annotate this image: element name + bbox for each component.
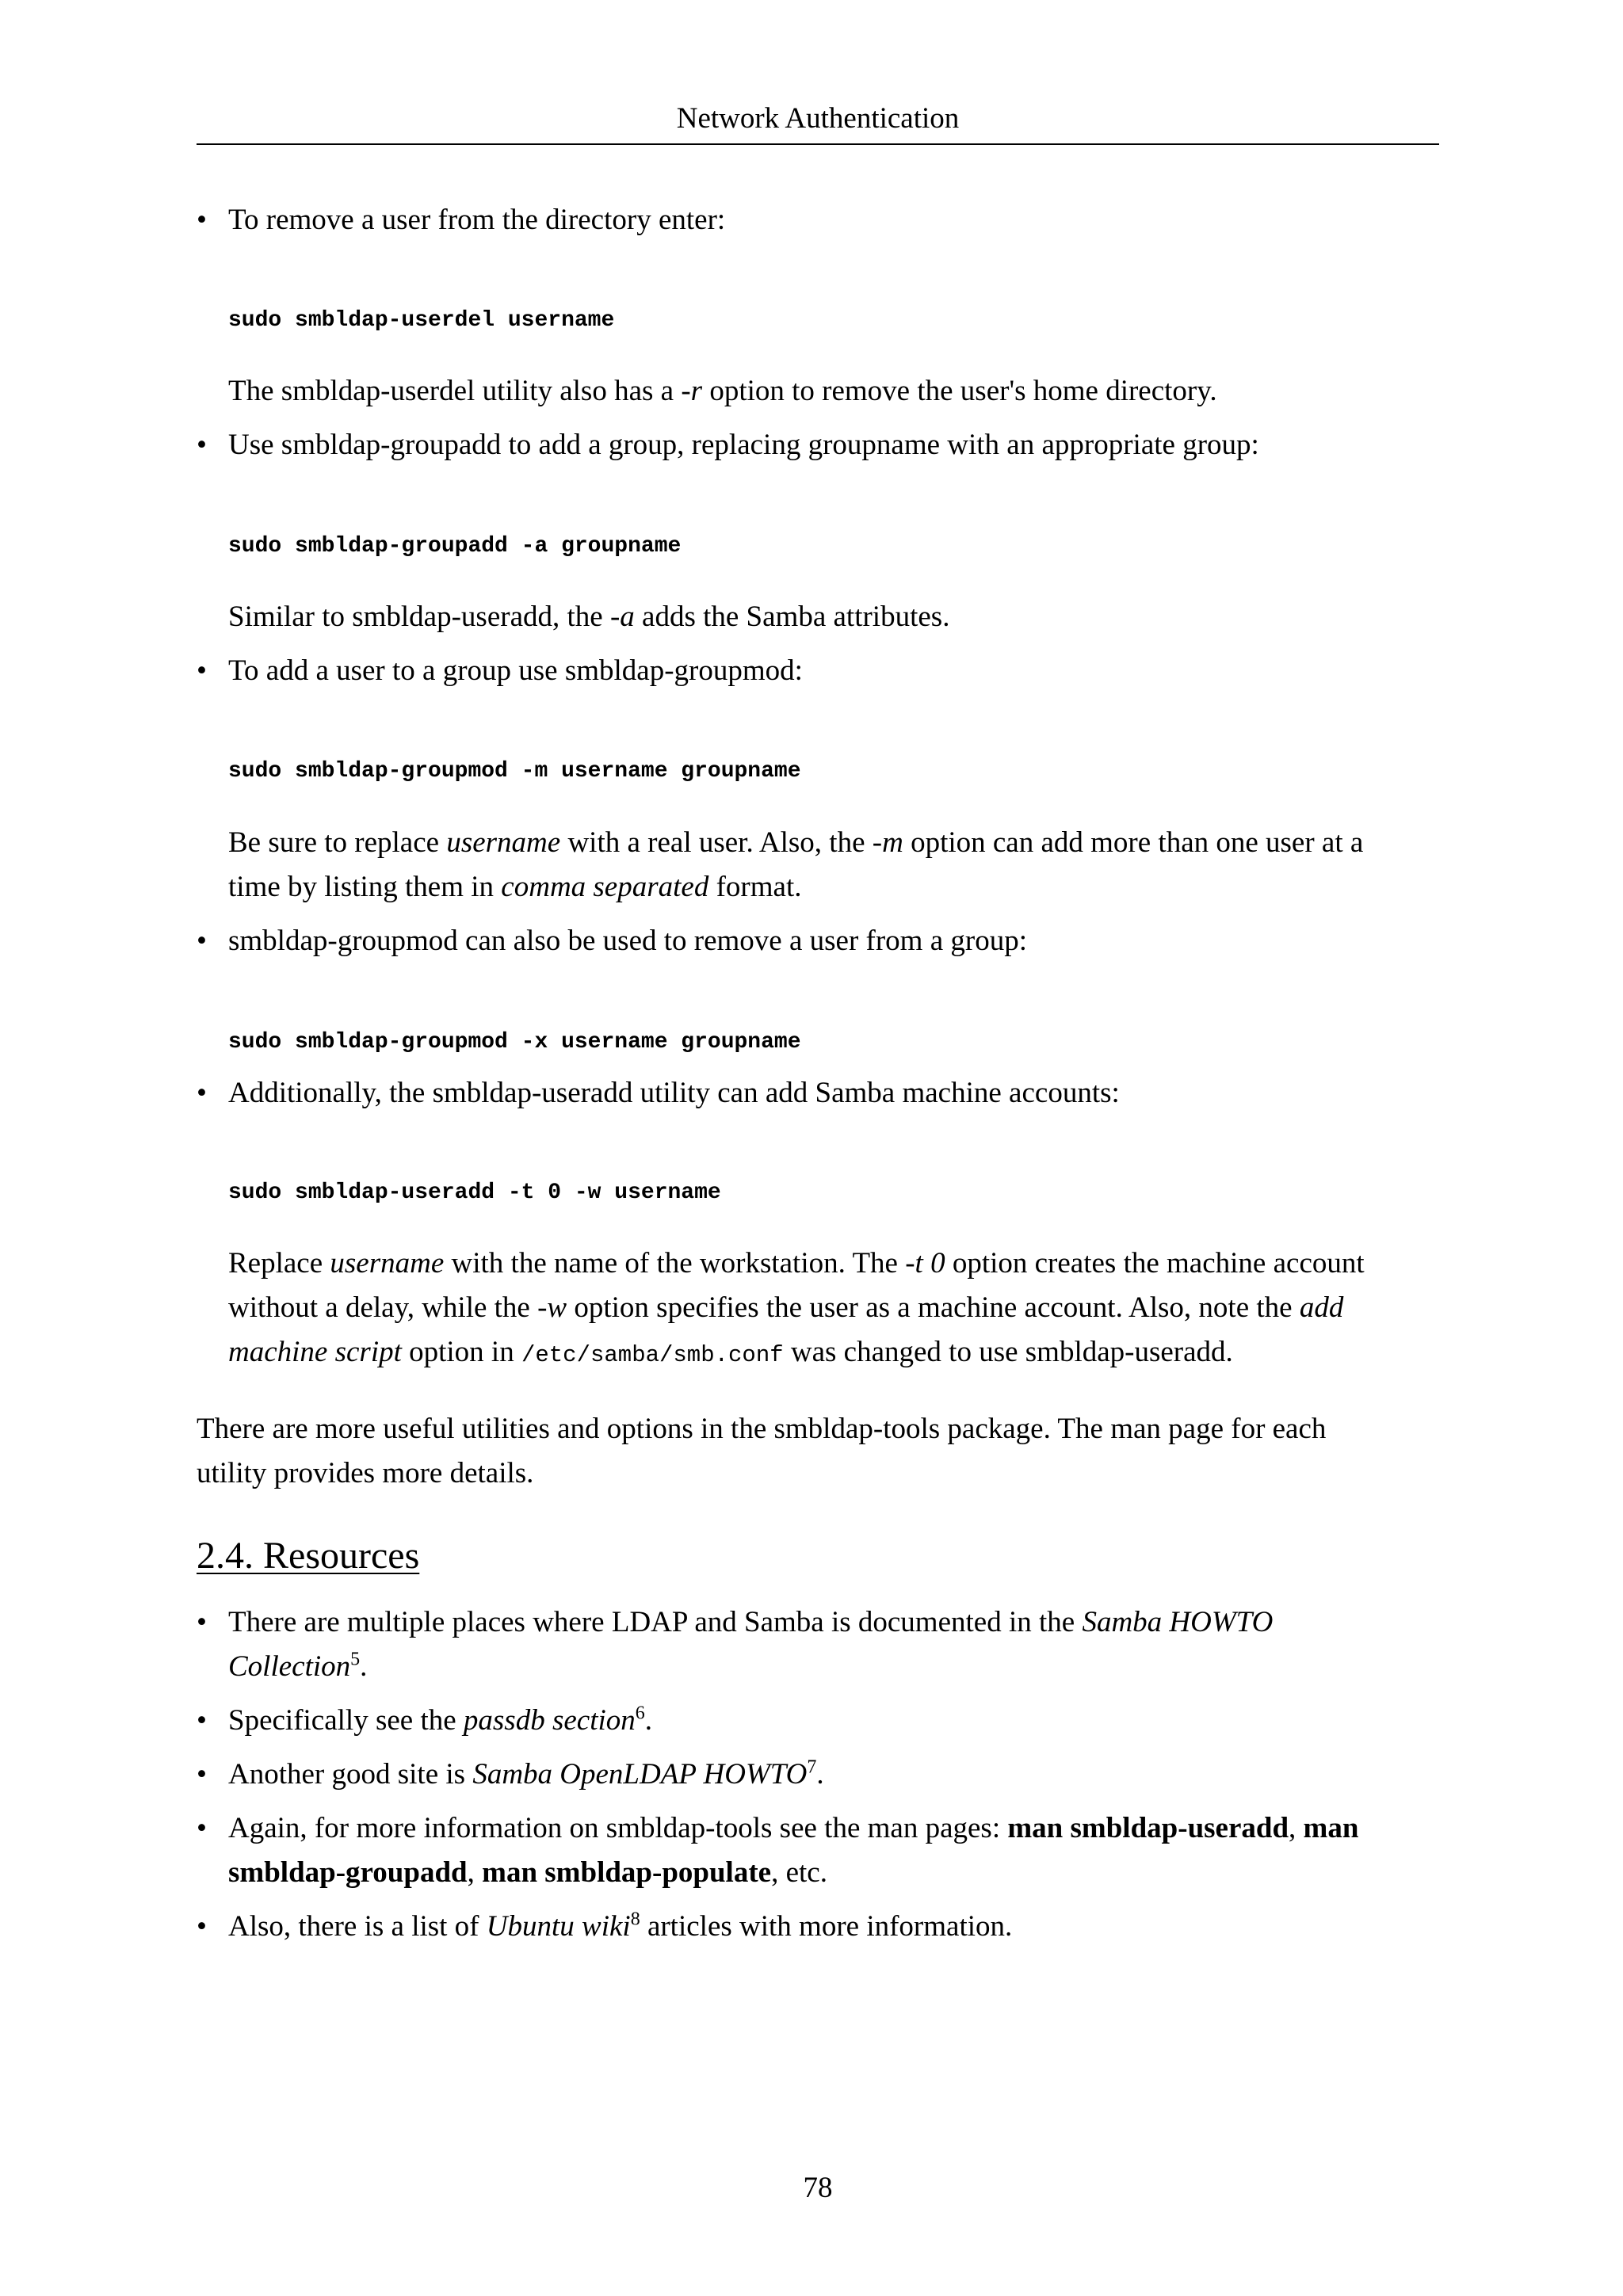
code-line: sudo smbldap-groupmod -m username groupname — [228, 759, 801, 784]
paragraph-line: There are more useful utilities and options in the smbldap-tools package. The man page for each — [197, 1413, 1327, 1445]
paragraph: The smbldap-userdel utility also has a -r option to remove the user's home directory. — [228, 375, 1217, 407]
code-line: sudo smbldap-groupmod -x username groupname — [228, 1030, 801, 1055]
bullet-marker: • — [197, 1758, 207, 1791]
footnote-ref[interactable]: 7 — [807, 1756, 817, 1778]
list-item: smbldap-groupmod can also be used to remove a user from a group: — [228, 925, 1027, 957]
link-samba-openldap-howto[interactable]: Samba OpenLDAP HOWTO — [472, 1758, 808, 1791]
bullet-marker: • — [197, 1812, 207, 1844]
bullet-marker: • — [197, 1606, 207, 1638]
list-item: To remove a user from the directory enter: — [228, 204, 726, 236]
resource-item-line: There are multiple places where LDAP and Samba is documented in the Samba HOWTO — [228, 1606, 1274, 1638]
code-line: sudo smbldap-groupadd -a groupname — [228, 534, 682, 559]
bullet-marker: • — [197, 1704, 207, 1737]
list-item: Additionally, the smbldap-useradd utility can add Samba machine accounts: — [228, 1077, 1120, 1109]
paragraph-line: Be sure to replace username with a real user. Also, the -m option can add more than one user at a — [228, 826, 1364, 859]
link-passdb-section[interactable]: passdb section — [463, 1704, 636, 1737]
link-collection[interactable]: Collection — [228, 1650, 351, 1683]
link-samba-howto[interactable]: Samba HOWTO — [1082, 1606, 1274, 1638]
paragraph-line: without a delay, while the -w option specifies the user as a machine account. Also, note the add — [228, 1291, 1344, 1324]
resource-item-line: Again, for more information on smbldap-tools see the man pages: man smbldap-useradd, man — [228, 1812, 1359, 1844]
bullet-marker: • — [197, 925, 207, 957]
resource-item-line: smbldap-groupadd, man smbldap-populate, etc. — [228, 1856, 827, 1889]
code-line: sudo smbldap-useradd -t 0 -w username — [228, 1180, 721, 1205]
running-header: Network Authentication — [676, 102, 960, 135]
paragraph-line: utility provides more details. — [197, 1457, 534, 1489]
file-path: /etc/samba/smb.conf — [521, 1342, 784, 1368]
footnote-ref[interactable]: 8 — [630, 1909, 640, 1930]
paragraph-line: Replace username with the name of the workstation. The -t 0 option creates the machine account — [228, 1247, 1365, 1280]
footnote-ref[interactable]: 5 — [350, 1649, 361, 1670]
page-number: 78 — [803, 2172, 833, 2204]
bullet-marker: • — [197, 654, 207, 687]
bullet-marker: • — [197, 204, 207, 236]
paragraph-line: machine script option in /etc/samba/smb.conf was changed to use smbldap-useradd. — [228, 1336, 1233, 1368]
header-rule — [197, 143, 1439, 145]
footnote-ref[interactable]: 6 — [635, 1703, 645, 1724]
paragraph: Similar to smbldap-useradd, the -a adds the Samba attributes. — [228, 601, 950, 633]
bullet-marker: • — [197, 429, 207, 461]
code-line: sudo smbldap-userdel username — [228, 308, 615, 333]
resource-item-line: Collection$^5$. — [228, 1649, 368, 1683]
bullet-marker: • — [197, 1077, 207, 1109]
list-item: Use smbldap-groupadd to add a group, replacing groupname with an appropriate group: — [228, 429, 1259, 461]
link-ubuntu-wiki[interactable]: Ubuntu wiki — [486, 1910, 631, 1943]
resource-item: Specifically see the passdb section$^6$. — [228, 1703, 653, 1737]
resource-item: Also, there is a list of Ubuntu wiki$^8$ articles with more information. — [228, 1909, 1013, 1943]
list-item: To add a user to a group use smbldap-groupmod: — [228, 654, 803, 687]
section-heading[interactable]: 2.4. Resources — [197, 1535, 420, 1577]
bullet-marker: • — [197, 1910, 207, 1943]
paragraph-line: time by listing them in comma separated format. — [228, 871, 802, 903]
resource-item: Another good site is Samba OpenLDAP HOWTO$^7$. — [228, 1756, 824, 1791]
